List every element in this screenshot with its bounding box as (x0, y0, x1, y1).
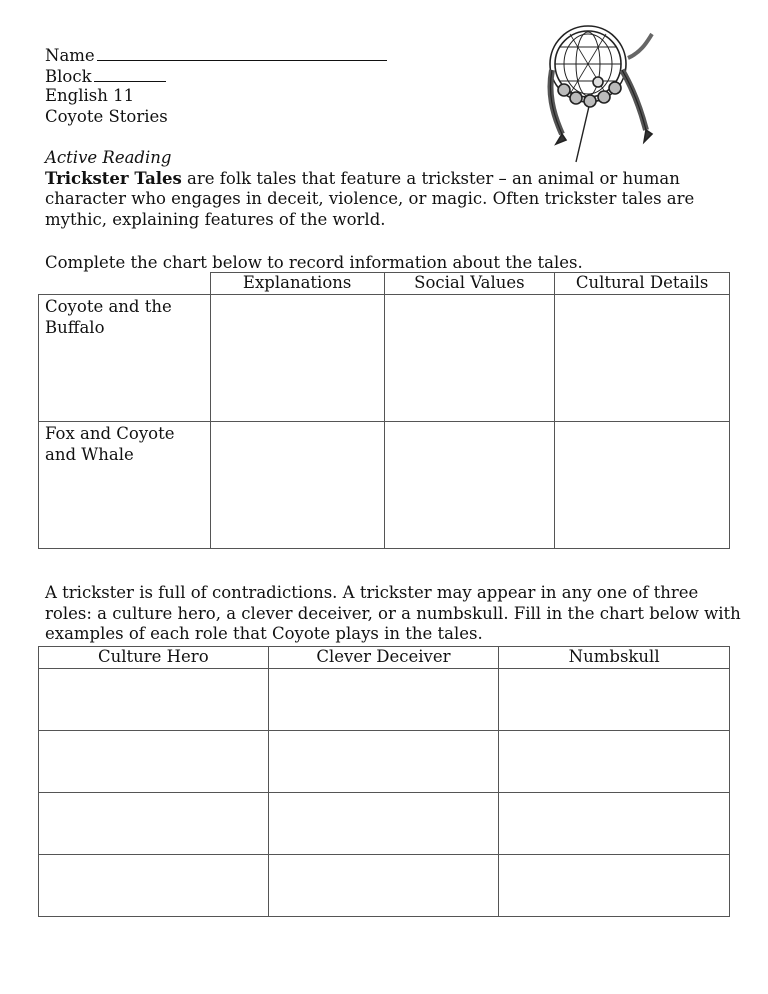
corner-cell (39, 273, 211, 295)
column-header-explanations: Explanations (210, 273, 384, 295)
row-label-coyote-buffalo: Coyote and the Buffalo (39, 295, 211, 422)
answer-cell[interactable] (384, 295, 555, 422)
answer-cell[interactable] (268, 668, 499, 730)
answer-cell[interactable] (499, 668, 730, 730)
dreamcatcher-icon (540, 22, 665, 167)
column-header-cultural-details: Cultural Details (555, 273, 730, 295)
answer-cell[interactable] (39, 854, 269, 916)
roles-instructions: A trickster is full of contradictions. A trickster may appear in any one of three roles: a culture hero, a clever deceiver, or a numbskull. Fill in the chart below with examples of each role that Coyote plays in the tales. (45, 583, 741, 643)
column-header-numbskull: Numbskull (499, 647, 730, 669)
trickster-definition (45, 169, 735, 231)
table-row (39, 730, 730, 792)
trickster-definition-text: are folk tales that feature a trickster – an animal or human character who engages in deceit, violence, or magic. Often trickster tales are mythic, explaining features of the world. (45, 168, 695, 229)
answer-cell[interactable] (210, 422, 384, 549)
answer-cell[interactable] (268, 854, 499, 916)
name-line (45, 45, 387, 66)
name-label: Name (45, 46, 95, 65)
tales-chart (38, 272, 730, 549)
chart1-instructions: Complete the chart below to record information about the tales. (45, 253, 583, 272)
name-blank[interactable] (97, 45, 387, 61)
answer-cell[interactable] (210, 295, 384, 422)
column-header-clever-deceiver: Clever Deceiver (268, 647, 499, 669)
block-line (45, 66, 387, 87)
answer-cell[interactable] (39, 668, 269, 730)
column-header-social-values: Social Values (384, 273, 555, 295)
block-blank[interactable] (94, 66, 166, 82)
roles-chart-header (39, 647, 730, 669)
column-header-culture-hero: Culture Hero (39, 647, 269, 669)
table-row (39, 792, 730, 854)
answer-cell[interactable] (384, 422, 555, 549)
student-info-header (45, 45, 387, 127)
answer-cell[interactable] (39, 792, 269, 854)
course-title: English 11 (45, 86, 135, 105)
answer-cell[interactable] (268, 792, 499, 854)
tales-chart-header (39, 273, 730, 295)
answer-cell[interactable] (39, 730, 269, 792)
table-row (39, 422, 730, 549)
answer-cell[interactable] (499, 854, 730, 916)
answer-cell[interactable] (555, 422, 730, 549)
unit-title: Coyote Stories (45, 106, 168, 126)
block-label: Block (45, 66, 92, 86)
answer-cell[interactable] (555, 295, 730, 422)
roles-chart (38, 646, 730, 917)
answer-cell[interactable] (499, 730, 730, 792)
active-reading-heading: Active Reading (45, 148, 172, 167)
table-row (39, 854, 730, 916)
row-label-fox-coyote-whale: Fox and Coyote and Whale (39, 422, 211, 549)
roles-section (45, 583, 745, 645)
table-row (39, 295, 730, 422)
trickster-term: Trickster Tales (45, 168, 182, 188)
table-row (39, 668, 730, 730)
answer-cell[interactable] (268, 730, 499, 792)
intro-section (45, 148, 735, 230)
answer-cell[interactable] (499, 792, 730, 854)
